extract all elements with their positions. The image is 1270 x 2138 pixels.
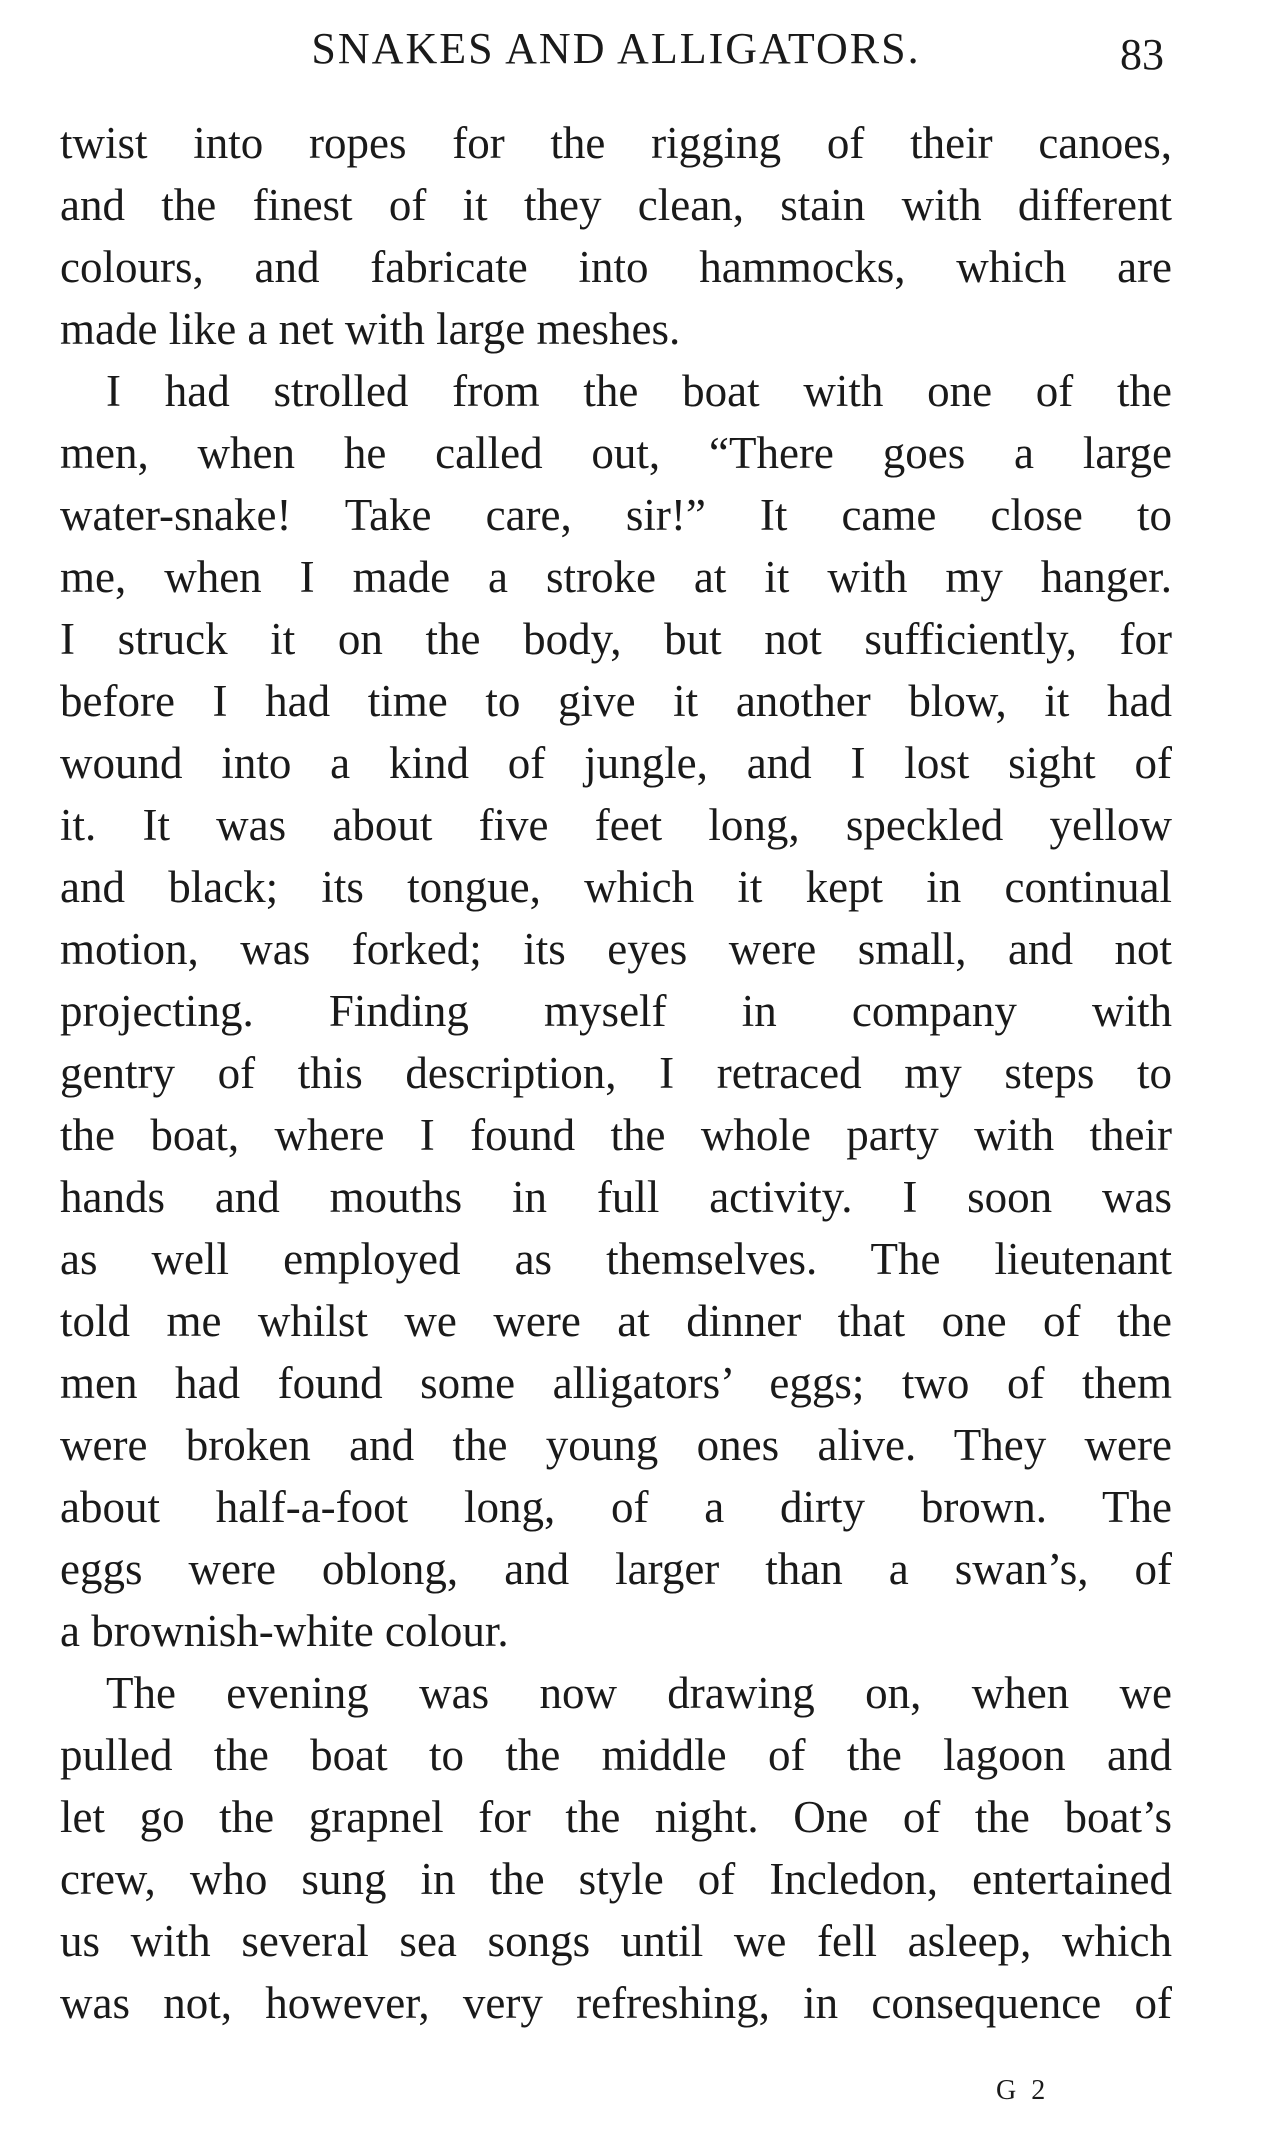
text-line: made like a net with large meshes. [60,304,681,354]
text-line: motion, was forked; its eyes were small, and not [60,924,1172,974]
text-line: I had strolled from the boat with one of the [106,366,1172,416]
text-line: as well employed as themselves. The lieutenant [60,1234,1172,1284]
text-line: were broken and the young ones alive. They were [60,1420,1172,1470]
text-line: The evening was now drawing on, when we [106,1668,1172,1718]
paragraph-2 [60,360,1172,1662]
text-line: let go the grapnel for the night. One of the boat’s [60,1792,1172,1842]
text-line: it. It was about five feet long, speckled yellow [60,800,1172,850]
text-line: wound into a kind of jungle, and I lost sight of [60,738,1172,788]
text-line: us with several sea songs until we fell asleep, which [60,1916,1172,1966]
text-line: projecting. Finding myself in company with [60,986,1172,1036]
running-head [60,24,1172,79]
running-title: SNAKES AND ALLIGATORS. [311,24,921,73]
body-text [60,112,1172,2034]
page-number: 83 [1120,30,1164,79]
paragraph-1 [60,112,1172,360]
text-line: the boat, where I found the whole party with their [60,1110,1172,1160]
text-line: and black; its tongue, which it kept in continual [60,862,1172,912]
text-line: hands and mouths in full activity. I soon was [60,1172,1172,1222]
paragraph-3 [60,1662,1172,2034]
text-line: I struck it on the body, but not sufficiently, for [60,614,1172,664]
text-line: colours, and fabricate into hammocks, which are [60,242,1172,292]
text-line: was not, however, very refreshing, in consequence of [60,1978,1172,2028]
text-line: eggs were oblong, and larger than a swan’s, of [60,1544,1172,1594]
text-line: told me whilst we were at dinner that one of the [60,1296,1172,1346]
text-line: water-snake! Take care, sir!” It came close to [60,490,1172,540]
text-line: men had found some alligators’ eggs; two of them [60,1358,1172,1408]
signature-mark: G 2 [996,2075,1050,2106]
text-line: men, when he called out, “There goes a large [60,428,1172,478]
text-line: pulled the boat to the middle of the lagoon and [60,1730,1172,1780]
text-line: about half-a-foot long, of a dirty brown. The [60,1482,1172,1532]
text-line: gentry of this description, I retraced my steps to [60,1048,1172,1098]
text-line: crew, who sung in the style of Incledon, entertained [60,1854,1172,1904]
text-line: twist into ropes for the rigging of their canoes, [60,118,1172,168]
text-line: and the finest of it they clean, stain with different [60,180,1172,230]
text-line: me, when I made a stroke at it with my hanger. [60,552,1172,602]
text-line: a brownish-white colour. [60,1606,509,1656]
text-line: before I had time to give it another blow, it had [60,676,1172,726]
